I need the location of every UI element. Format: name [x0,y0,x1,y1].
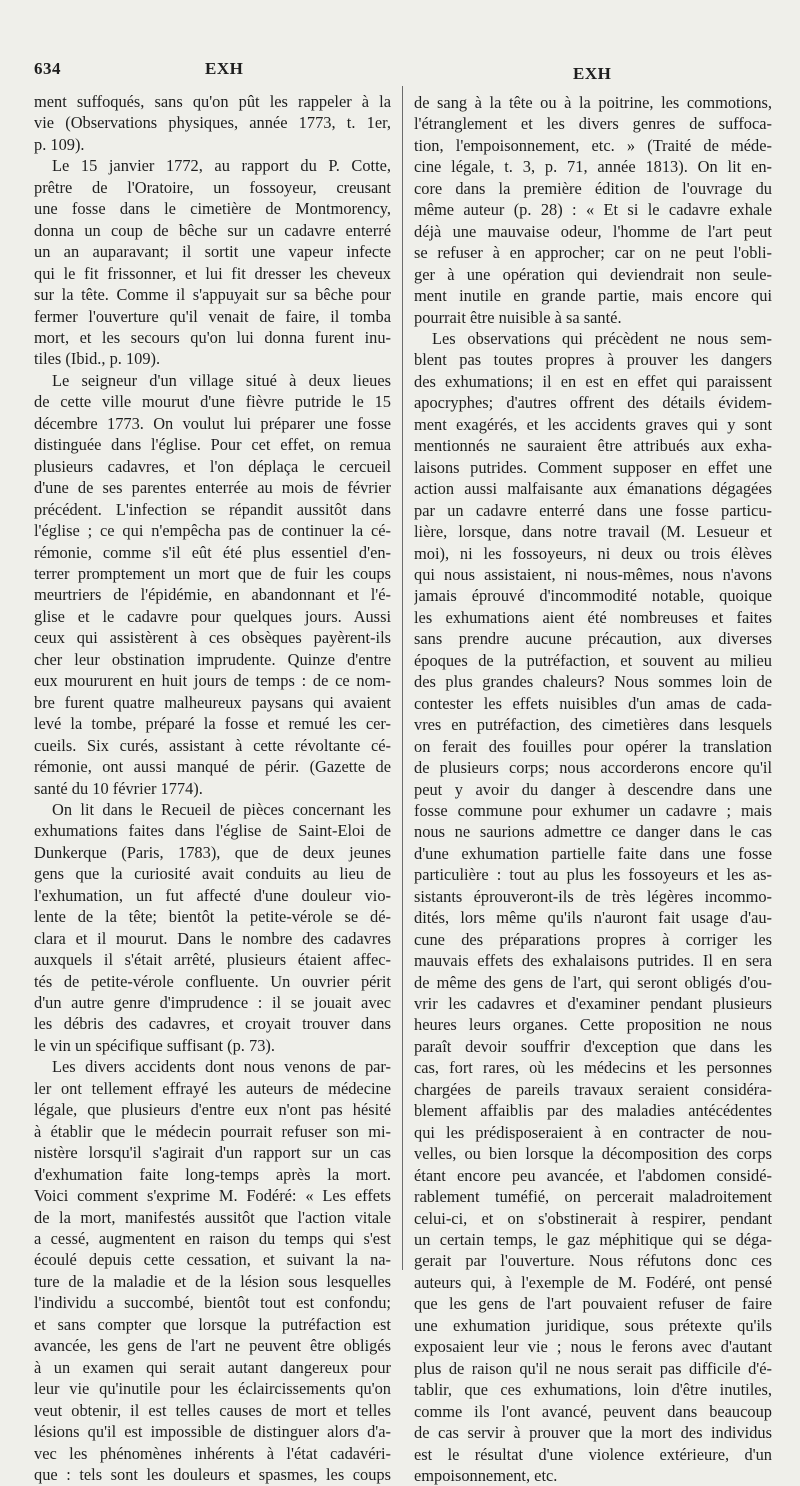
text-line: ment suffoqués, sans qu'on pût les rappeler à la [34,92,391,111]
text-line: santé du 10 février 1774). [34,778,203,798]
text-line: même auteur (p. 28) : « Et si le cadavre exhale [414,200,772,220]
text-line: eux moururent en huit jours de temps : de ce nom- [34,671,391,691]
text-line: tablir, que ces exhumations, loin d'être inutiles, [414,1380,772,1400]
text-line: ture de la maladie et de la lésion sous lesquelles [34,1271,391,1291]
text-line: un certain temps, le gaz méphitique qui se déga- [414,1230,772,1250]
text-line: des exhumations; il en est en effet qui paraissent [414,371,772,391]
text-line: à établir que le médecin pourrait refuser son mi- [34,1121,391,1141]
text-line: lière, lorsque, dans notre travail (M. Lesueur et [414,522,772,542]
text-line: celui-ci, et on s'obstinerait à respirer, pendant [414,1208,772,1228]
text-line: précédent. L'infection se répandit aussitôt dans [34,499,391,519]
text-line: sistants éprouveront-ils de très légères incommo- [414,886,772,906]
text-line: Le 15 janvier 1772, au rapport du P. Cotte, [52,156,391,176]
text-line: p. 109). [34,134,85,154]
text-line: cine légale, t. 3, p. 71, année 1813). On lit en- [414,157,772,177]
text-line: par un cadavre enterré dans une fosse particu- [414,500,772,520]
text-line: ger à une opération qui deviendrait non seule- [414,264,772,284]
text-line: est le résultat d'une violence extérieure, d'un [414,1444,772,1464]
text-line: moi), ni les fossoyeurs, ni deux ou trois élèves [414,543,772,563]
text-line: les débris des cadavres, et croyait trouver dans [34,1014,391,1034]
text-line: ceux qui assistèrent à ces obsèques payèrent-ils [34,628,391,648]
text-line: déjà une mauvaise odeur, l'homme de l'art peut [414,221,772,241]
text-line: heures leurs organes. Cette proposition ne nous [414,1015,772,1035]
text-line: exposaient leur vie ; nous le ferons avec d'autant [414,1337,772,1357]
text-line: tion, l'empoisonnement, etc. » (Traité de méde- [414,135,772,155]
text-line: terrer promptement un mort que de fuir les coups [34,563,391,583]
text-line: empoisonnement, etc. [414,1466,558,1485]
text-line: gerait par l'ouverture. Nous réfutons donc ces [414,1251,772,1271]
text-line: apocryphes; d'autres offrent des détails évidem- [414,393,772,413]
text-line: que les gens de l'art pouvaient refuser de faire [414,1294,772,1314]
text-line: et sans compter que lorsque la putréfaction est [34,1314,391,1334]
text-line: veut obtenir, il est telles causes de mort et telles [34,1400,391,1420]
text-line: rémonie, ont aussi manqué de périr. (Gazette de [34,757,391,777]
text-line: l'étranglement et les divers genres de suffoca- [414,114,772,134]
text-line: clara et il mourut. Dans le nombre des cadavres [34,928,391,948]
text-line: de la mort, manifestés aussitôt que l'action vitale [34,1207,391,1227]
column-divider [402,86,403,1270]
text-line: paraît devoir souffrir d'exception que dans les [414,1036,772,1056]
text-line: vrir les cadavres et d'examiner pendant plusieurs [414,994,772,1014]
text-line: cas, fort rares, où les médecins et les personnes [414,1058,772,1078]
text-line: lente de la tête; bientôt la petite-vérole se dé- [34,907,391,927]
text-line: l'église ; ce qui n'empêcha pas de continuer la cé- [34,521,391,541]
text-line: rémonie, comme s'il eût été plus essentiel d'en- [34,542,391,562]
text-line: vie (Observations physiques, année 1773, t. 1er, [34,113,391,133]
text-line: bre furent quatre malheureux paysans qui avaient [34,692,391,712]
text-line: action aussi malfaisante aux émanations dégagées [414,479,772,499]
text-line: contester les effets nuisibles d'un amas de cada- [414,693,772,713]
text-line: glise et le cadavre pour quelques jours. Aussi [34,606,391,626]
text-line: se refuser à en approcher; car on ne peut l'obli- [414,243,772,263]
text-line: velles, ou bien lorsque la décomposition des corps [414,1144,772,1164]
text-line: d'une exhumation partielle faite dans une fosse [414,843,772,863]
text-line: des plus grandes chaleurs? Nous sommes loin de [414,672,772,692]
text-line: écoulé depuis cette cessation, et suivant la na- [34,1250,391,1270]
text-line: chargées de pareils travaux seraient considéra- [414,1079,772,1099]
text-line: les exhumations aient été nombreuses et faites [414,607,772,627]
text-line: ment inutile en grande partie, mais encore qui [414,286,772,306]
text-line: prêtre de l'Oratoire, un fossoyeur, creusant [34,177,391,197]
text-line: à un examen qui serait autant dangereux pour [34,1357,391,1377]
text-line: fosse commune pour exhumer un cadavre ; mais [414,800,772,820]
text-line: mort, et les secours qu'on lui donna furent inu- [34,327,391,347]
text-line: Dunkerque (Paris, 1783), que de deux jeunes [34,842,391,862]
text-line: qui les prédisposeraient à en contracter de nou- [414,1122,772,1142]
text-line: fermer l'ouverture qu'il venait de faire, il tomba [34,306,391,326]
text-line: laisons putrides. Comment supposer en effet une [414,457,772,477]
text-line: cher leur obstination imprudente. Quinze d'entre [34,649,391,669]
text-line: plusieurs cadavres, et l'on déplaça le cercueil [34,456,391,476]
text-line: tés de petite-vérole confluente. Un ouvrier périt [34,971,391,991]
text-line: de plusieurs corps; nous accorderons encore qu'il [414,758,772,778]
text-line: un an auparavant; il sortit une vapeur infecte [34,242,391,262]
text-line: Le seigneur d'un village situé à deux lieues [52,370,391,390]
text-line: distinguée dans l'église. Pour cet effet, on remua [34,435,391,455]
text-line: d'un autre genre d'imprudence : il se jouait avec [34,993,391,1013]
text-line: leur vie qu'inutile pour les éclaircissements qu'on [34,1379,391,1399]
text-line: une fosse dans le cimetière de Montmorency, [34,199,391,219]
text-line: étant encore peu avancée, et l'abdomen considé- [414,1165,772,1185]
text-line: exhumations faites dans l'église de Saint-Eloi de [34,821,391,841]
text-line: auteurs qui, à l'exemple de M. Fodéré, ont pensé [414,1272,772,1292]
text-line: particulière : tout au plus les fossoyeurs et les as- [414,865,772,885]
text-line: vres en putréfaction, des cimetières dans lesquels [414,715,772,735]
text-line: d'exhumation faite long-temps après la mort. [34,1164,391,1184]
running-head-left: EXH [205,59,244,78]
text-line: mauvais effets des exhalaisons putrides. Il en sera [414,951,772,971]
text-line: vec les phénomènes inhérents à l'état cadavéri- [34,1443,391,1463]
text-line: sans prendre aucune précaution, aux diverses [414,629,772,649]
text-line: lésions qu'il est impossible de distinguer alors d'a- [34,1422,391,1442]
text-line: nous ne saurions admettre ce danger dans le cas [414,822,772,842]
text-line: plus de raison qu'il ne nous serait pas difficile d'é- [414,1358,772,1378]
text-line: époques de la putréfaction, et souvent au milieu [414,650,772,670]
text-line: core dans la première édition de l'ouvrage du [414,178,772,198]
text-line: de cas servir à prouver que la mort des individus [414,1423,772,1443]
text-line: mentionnés ne sauraient être attribués aux exha- [414,436,772,456]
text-line: sur la tête. Comme il s'appuyait sur sa bêche pour [34,285,391,305]
text-line: décembre 1773. On voulut lui préparer une fosse [34,413,391,433]
text-line: nistère lorsqu'il s'agirait d'un rapport sur un cas [34,1143,391,1163]
text-line: jamais éprouvé d'incommodité notable, quoique [414,586,772,606]
text-line: blent pas toutes propres à prouver les dangers [414,350,772,370]
text-line: qui le fit frissonner, et lui fit dresser les cheveux [34,263,391,283]
text-line: de cette ville mourut d'une fièvre putride le 15 [34,392,391,412]
text-line: avancée, les gens de l'art ne peuvent être obligés [34,1336,391,1356]
text-line: dités, lors même qu'ils n'auront fait usage d'au- [414,908,772,928]
text-line: on ferait des fouilles pour opérer la translation [414,736,772,756]
text-line: rablement tuméfié, on percerait maladroitement [414,1187,772,1207]
text-line: de même des gens de l'art, qui seront obligés d'ou- [414,972,772,992]
left-column [34,91,391,1485]
text-line: qui nous assistaient, ni nous-mêmes, nous n'avons [414,564,772,584]
text-line: l'individu a succombé, bientôt tout est confondu; [34,1293,391,1313]
text-line: levé la tombe, préparé la fosse et remué les cer- [34,714,391,734]
text-line: que : tels sont les douleurs et spasmes, les coups [34,1465,391,1484]
text-line: l'exhumation, un fut affecté d'une douleur vio- [34,885,391,905]
text-line: On lit dans le Recueil de pièces concernant les [52,799,391,819]
text-line: auxquels il s'était arrêté, plusieurs étaient affec- [34,950,391,970]
text-line: Les divers accidents dont nous venons de par- [52,1057,391,1077]
text-line: une exhumation juridique, sous prétexte qu'ils [414,1315,772,1335]
text-line: de sang à la tête ou à la poitrine, les commotions, [414,93,772,112]
text-line: le vin un spécifique suffisant (p. 73). [34,1035,275,1055]
text-line: gens que la curiosité avait conduits au lieu de [34,864,391,884]
text-line: d'une de ses parentes enterrée au mois de février [34,478,391,498]
running-head-right: EXH [573,64,612,83]
text-line: ler ont tellement effrayé les auteurs de médecine [34,1078,391,1098]
text-line: tiles (Ibid., p. 109). [34,349,161,369]
text-line: donna un coup de bêche sur un cadavre enterré [34,220,391,240]
text-line: cueils. Six curés, assistant à cette révoltante cé- [34,735,391,755]
text-line: comme ils l'ont avancé, peuvent dans beaucoup [414,1401,772,1421]
text-line: meurtriers de l'épidémie, en abandonnant et l'é- [34,585,391,605]
text-line: a cessé, augmentent en raison du temps qui s'est [34,1229,391,1249]
text-line: Voici comment s'exprime M. Fodéré: « Les effets [34,1186,391,1206]
page-number: 634 [34,59,61,78]
text-line: peut y avoir du danger à descendre dans une [414,779,772,799]
text-line: cune des préparations propres à corriger les [414,929,772,949]
text-line: blement affaiblis par des maladies antécédentes [414,1101,772,1121]
text-line: ment exagérés, et les accidents graves qui y sont [414,414,772,434]
text-line: Les observations qui précèdent ne nous sem- [432,328,772,348]
right-column [414,92,772,1486]
text-line: pourrait être nuisible à sa santé. [414,307,622,327]
text-line: légale, que plusieurs d'entre eux n'ont pas hésité [34,1100,391,1120]
